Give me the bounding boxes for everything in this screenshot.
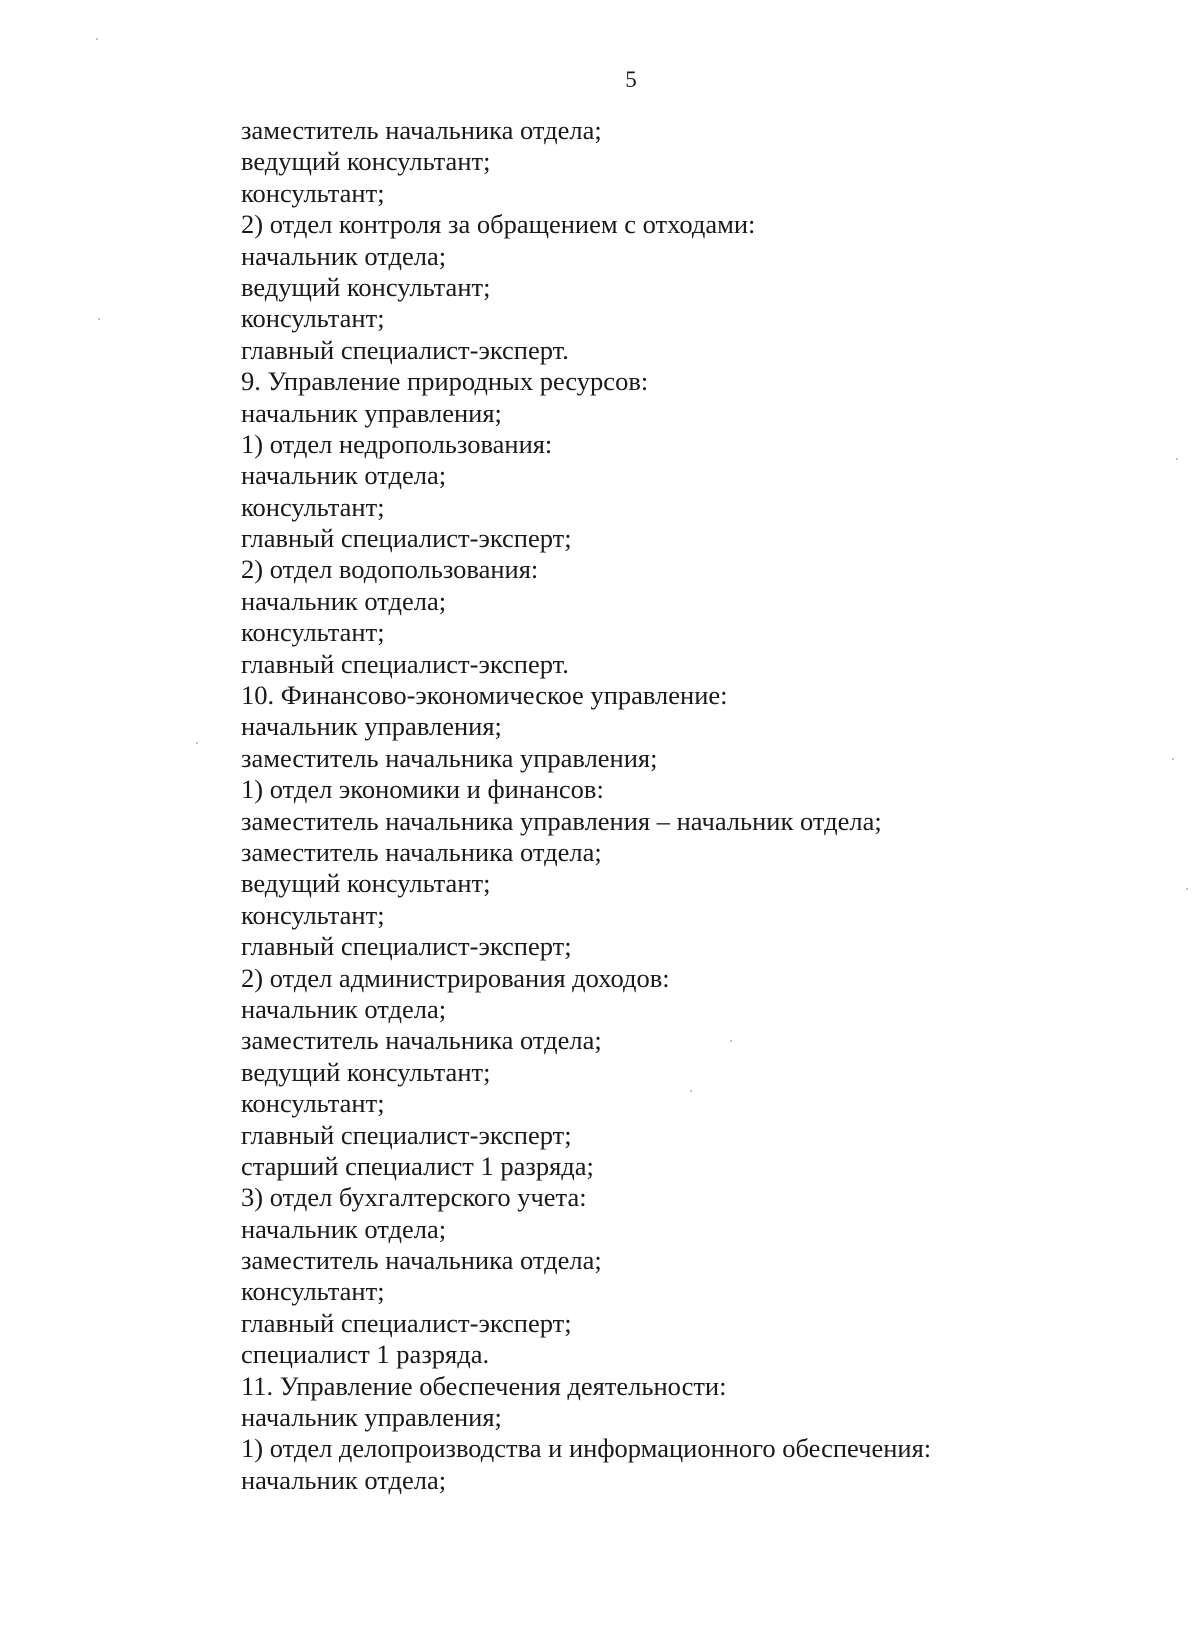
scan-speck [1172,758,1174,760]
text-line: заместитель начальника отдела; [241,115,602,145]
text-line: начальник управления; [241,1402,502,1433]
text-line: консультант; [241,303,385,334]
text-line: главный специалист-эксперт. [241,334,569,365]
subsection-heading: 1) отдел экономики и финансов: [241,774,604,805]
text-line: начальник управления; [241,397,502,428]
text-line: старший специалист 1 разряда; [241,1150,594,1181]
section-heading: 11. Управление обеспечения деятельности: [241,1370,727,1401]
text-line: начальник отдела; [241,1464,447,1495]
text-line: начальник отдела; [241,585,447,616]
page-number: 5 [625,67,637,92]
text-line: консультант; [241,1276,385,1307]
text-line: заместитель начальника отдела; [241,836,602,867]
text-line: консультант; [241,899,385,930]
text-line: ведущий консультант; [241,271,491,302]
text-line: консультант; [241,177,385,208]
subsection-heading: 2) отдел контроля за обращением с отходами: [241,209,756,240]
text-line: главный специалист-эксперт. [241,648,569,679]
text-line: главный специалист-эксперт; [241,523,572,554]
text-line: начальник отдела; [241,240,447,271]
scan-speck [1176,458,1178,460]
scan-speck [98,318,100,320]
scan-speck [730,1040,732,1042]
text-line: заместитель начальника управления – начальник отдела; [241,805,882,836]
text-line: начальник управления; [241,711,502,742]
text-line: начальник отдела; [241,993,447,1024]
scan-speck [96,38,98,40]
text-line: консультант; [241,491,385,522]
text-line: консультант; [241,617,385,648]
subsection-heading: 2) отдел водопользования: [241,554,539,585]
text-line: заместитель начальника отдела; [241,1025,602,1056]
text-line: заместитель начальника управления; [241,742,658,773]
text-line: заместитель начальника отдела; [241,1245,602,1276]
section-heading: 10. Финансово-экономическое управление: [241,680,728,711]
subsection-heading: 1) отдел недропользования: [241,428,553,459]
text-line: ведущий консультант; [241,146,491,177]
subsection-heading: 2) отдел администрирования доходов: [241,962,670,993]
scan-speck [1186,888,1188,890]
text-line: консультант; [241,1088,385,1119]
subsection-heading: 3) отдел бухгалтерского учета: [241,1182,587,1213]
text-line: главный специалист-эксперт; [241,1119,572,1150]
text-line: главный специалист-эксперт; [241,1307,572,1338]
text-line: начальник отдела; [241,1213,447,1244]
text-line: специалист 1 разряда. [241,1339,490,1370]
scan-speck [690,1090,692,1092]
text-line: ведущий консультант; [241,868,491,899]
scan-speck [196,742,198,744]
text-line: ведущий консультант; [241,1056,491,1087]
subsection-heading: 1) отдел делопроизводства и информационного обеспечения: [241,1433,932,1464]
staff-list [241,115,1181,1496]
text-line: начальник отдела; [241,460,447,491]
section-heading: 9. Управление природных ресурсов: [241,366,649,397]
text-line: главный специалист-эксперт; [241,931,572,962]
